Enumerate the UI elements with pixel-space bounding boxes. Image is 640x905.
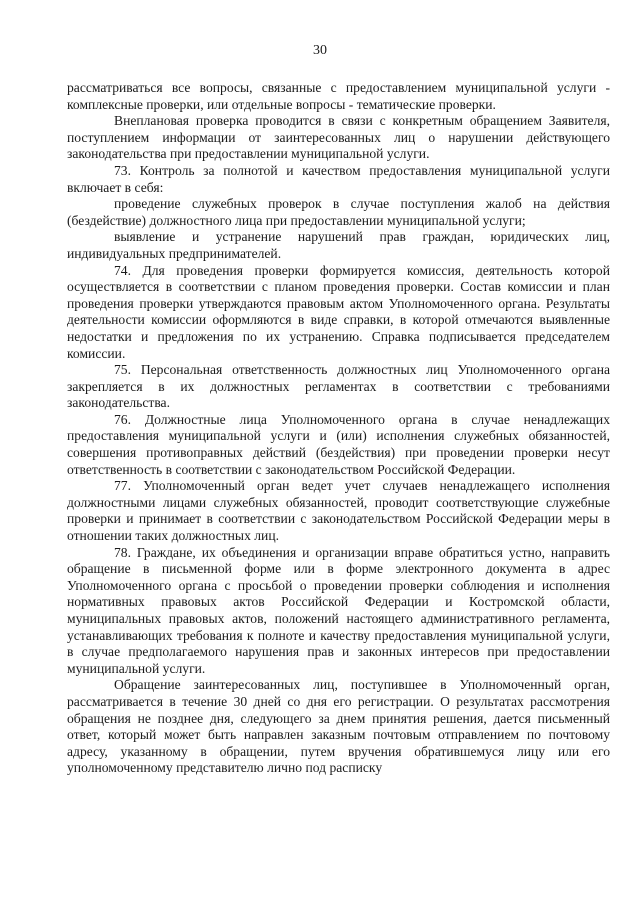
paragraph-74: 74. Для проведения проверки формируется комиссия, деятельность которой осуществляется в соответствии с планом проведения проверки. Состав комиссии и план проведения проверки утверждаются правовым актом Уполномоченного органа. Результаты деятельности комиссии оформляются в виде справки, в которой отмечаются выявленные недостатки и предложения по их устранению. Справка подписывается председателем комиссии.	[67, 262, 610, 361]
paragraph-73: 73. Контроль за полнотой и качеством предоставления муниципальной услуги включает в себя:	[67, 162, 610, 195]
paragraph-73-item-1: проведение служебных проверок в случае поступления жалоб на действия (бездействие) должностного лица при предоставлении муниципальной услуги;	[67, 196, 610, 228]
document-body	[67, 80, 610, 777]
paragraph-continuation: рассматриваться все вопросы, связанные с предоставлением муниципальной услуги - комплексные проверки, или отдельные вопросы - тематические проверки.	[67, 80, 610, 112]
page-number: 30	[313, 43, 327, 58]
paragraph-75: 75. Персональная ответственность должностных лиц Уполномоченного органа закрепляется в их должностных регламентах в соответствии с требованиями законодательства.	[67, 362, 610, 411]
paragraph-78: 78. Граждане, их объединения и организации вправе обратиться устно, направить обращение в письменной форме или в форме электронного документа в адрес Уполномоченного органа с просьбой о проведении проверки соблюдения и исполнения нормативных правовых актов Российской Федерации и Костромской области, муниципальных правовых актов, положений настоящего административного регламента, устанавливающих требования к полноте и качеству предоставления муниципальной услуги, в случае предполагаемого нарушения прав и законных интересов при предоставлении муниципальной услуги.	[67, 544, 610, 676]
paragraph-76: 76. Должностные лица Уполномоченного органа в случае ненадлежащих предоставления муниципальной услуги и (или) исполнения служебных обязанностей, совершения противоправных действий (бездействия) при проведении проверки несут ответственность в соответствии с законодательством Российской Федерации.	[67, 411, 610, 477]
paragraph-unscheduled-inspection: Внеплановая проверка проводится в связи с конкретным обращением Заявителя, поступлением информации от заинтересованных лиц о нарушении действующего законодательства при предоставлении муниципальной услуги.	[67, 113, 610, 162]
paragraph-appeal-review: Обращение заинтересованных лиц, поступившее в Уполномоченный орган, рассматривается в течение 30 дней со дня его регистрации. О результатах рассмотрения обращения не позднее дня, следующего за днем принятия решения, дается письменный ответ, который может быть направлен заказным почтовым отправлением по почтовому адресу, указанному в обращении, путем вручения обратившемуся лицу или его уполномоченному представителю лично под расписку	[67, 677, 610, 776]
paragraph-77: 77. Уполномоченный орган ведет учет случаев ненадлежащего исполнения должностными лицами служебных обязанностей, проводит соответствующие служебные проверки и принимает в соответствии с законодательством Российской Федерации меры в отношении таких должностных лиц.	[67, 478, 610, 544]
paragraph-73-item-2: выявление и устранение нарушений прав граждан, юридических лиц, индивидуальных предпринимателей.	[67, 229, 610, 261]
